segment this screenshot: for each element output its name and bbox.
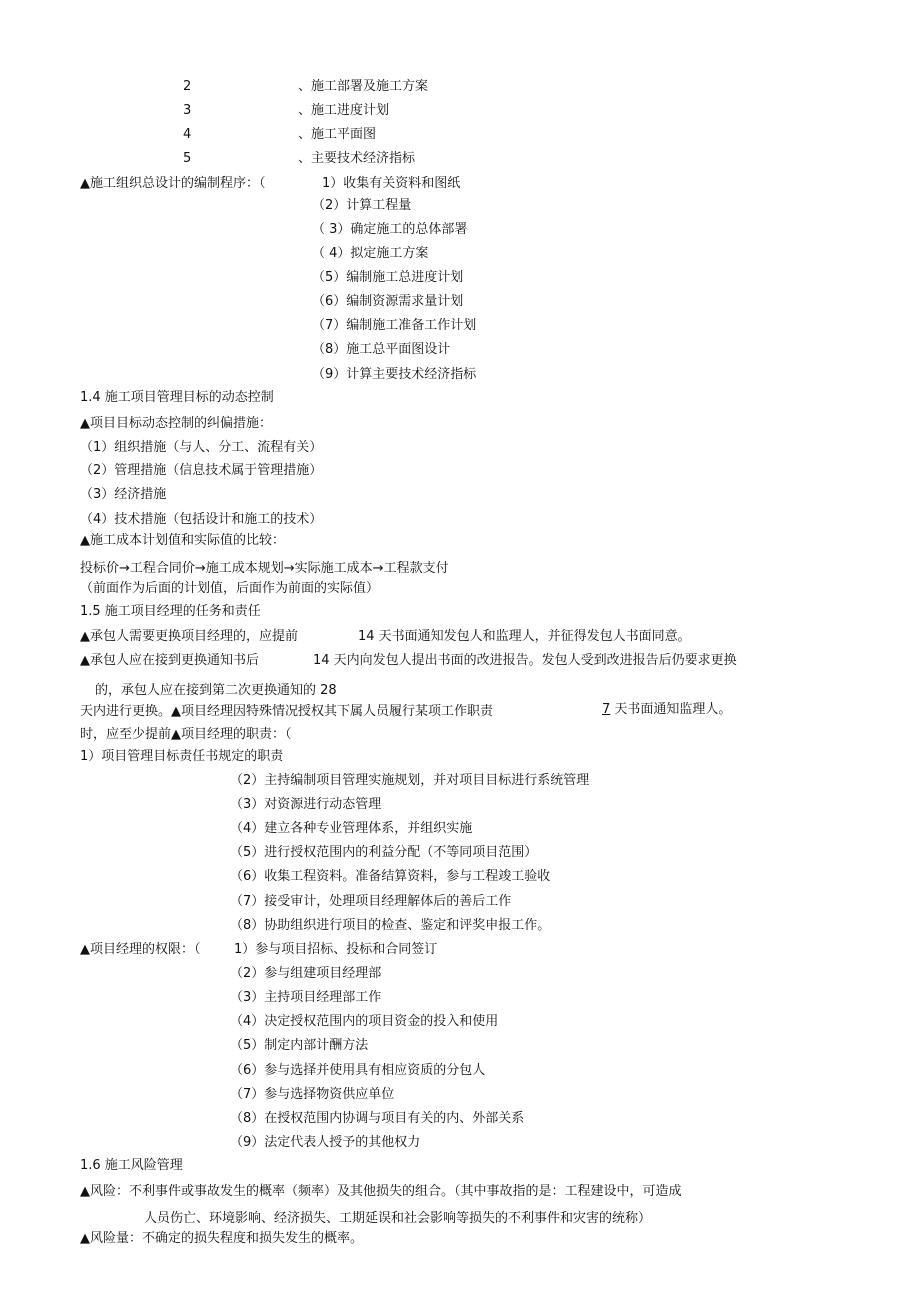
list-text: 、施工平面图 xyxy=(298,127,377,142)
duty-item: （3）对资源进行动态管理 xyxy=(230,797,382,812)
list-number: 5 xyxy=(183,151,192,166)
prep-step: （6）编制资源需求量计划 xyxy=(312,294,464,309)
section-title-1-6: 1.6 施工风险管理 xyxy=(80,1158,183,1173)
duty-item: （7）接受审计，处理项目经理解体后的善后工作 xyxy=(230,894,512,909)
list-number: 2 xyxy=(183,79,192,94)
paragraph-text: 人员伤亡、环境影响、经济损失、工期延误和社会影响等损失的不利事件和灾害的统称） xyxy=(144,1211,652,1226)
prep-step: （2）计算工程量 xyxy=(312,198,412,213)
paragraph-text: 14 天书面通知发包人和监理人，并征得发包人书面同意。 xyxy=(358,629,691,644)
power-item: 1）参与项目招标、投标和合同签订 xyxy=(234,942,438,957)
power-item: （4）决定授权范围内的项目资金的投入和使用 xyxy=(230,1014,499,1029)
prep-step: 1）收集有关资料和图纸 xyxy=(322,176,461,191)
paragraph-text: ▲风险量：不确定的损失程度和损失发生的概率。 xyxy=(80,1231,363,1246)
measures-heading: ▲项目目标动态控制的纠偏措施： xyxy=(80,416,272,431)
duty-item: （2）主持编制项目管理实施规划，并对项目目标进行系统管理 xyxy=(230,773,590,788)
measure-item: （1）组织措施（与人、分工、流程有关） xyxy=(80,440,323,455)
paragraph-text: ▲承包人应在接到更换通知书后 xyxy=(80,653,259,668)
list-text: 、施工进度计划 xyxy=(298,103,390,118)
duty-item: （6）收集工程资料。准备结算资料，参与工程竣工验收 xyxy=(230,869,551,884)
duty-item: （4）建立各种专业管理体系，并组织实施 xyxy=(230,821,473,836)
cost-note: （前面作为后面的计划值，后面作为前面的实际值） xyxy=(80,581,380,596)
list-text: 、主要技术经济指标 xyxy=(298,151,416,166)
power-item: （9）法定代表人授予的其他权力 xyxy=(230,1135,421,1150)
measure-item: （4）技术措施（包括设计和施工的技术） xyxy=(80,512,323,527)
measure-item: （3）经济措施 xyxy=(80,487,167,502)
paragraph-text: ▲承包人需要更换项目经理的，应提前 xyxy=(80,629,298,644)
prep-step: （ 4）拟定施工方案 xyxy=(312,246,429,261)
paragraph-text: ▲风险：不利事件或事故发生的概率（频率）及其他损失的组合。（其中事故指的是：工程建设中，可造成 xyxy=(80,1184,682,1199)
power-item: （2）参与组建项目经理部 xyxy=(230,966,382,981)
paragraph-text: 天内进行更换。▲项目经理因特殊情况授权其下属人员履行某项工作职责 xyxy=(80,704,493,719)
prep-heading: ▲施工组织总设计的编制程序：（ xyxy=(80,176,266,191)
prep-step: （8）施工总平面图设计 xyxy=(312,342,451,357)
cost-chain: 投标价→工程合同价→施工成本规划→实际施工成本→工程款支付 xyxy=(80,561,449,576)
prep-step: （5）编制施工总进度计划 xyxy=(312,270,464,285)
duty-item: 1）项目管理目标责任书规定的职责 xyxy=(80,749,284,764)
list-number: 3 xyxy=(183,103,192,118)
duty-item: （5）进行授权范围内的利益分配（不等同项目范围） xyxy=(230,845,538,860)
paragraph-text xyxy=(602,701,731,719)
power-item: （8）在授权范围内协调与项目有关的内、外部关系 xyxy=(230,1111,525,1126)
measure-item: （2）管理措施（信息技术属于管理措施） xyxy=(80,463,323,478)
cost-heading: ▲施工成本计划值和实际值的比较： xyxy=(80,533,285,548)
underlined-number: 7 xyxy=(602,702,611,717)
prep-step: （9）计算主要技术经济指标 xyxy=(312,367,477,382)
power-item: （6）参与选择并使用具有相应资质的分包人 xyxy=(230,1063,486,1078)
prep-step: （7）编制施工准备工作计划 xyxy=(312,318,477,333)
list-number: 4 xyxy=(183,127,192,142)
paragraph-text: 时，应至少提前▲项目经理的职责：（ xyxy=(80,727,292,742)
paragraph-text: 14 天内向发包人提出书面的改进报告。发包人受到改进报告后仍要求更换 xyxy=(313,653,737,668)
list-text: 、施工部署及施工方案 xyxy=(298,79,429,94)
section-title-1-5: 1.5 施工项目经理的任务和责任 xyxy=(80,604,261,619)
prep-step: （ 3）确定施工的总体部署 xyxy=(312,222,468,237)
duty-item: （8）协助组织进行项目的检查、鉴定和评奖申报工作。 xyxy=(230,918,551,933)
power-item: （3）主持项目经理部工作 xyxy=(230,990,382,1005)
paragraph-text: 的，承包人应在接到第二次更换通知的 28 xyxy=(95,683,337,698)
section-title-1-4: 1.4 施工项目管理目标的动态控制 xyxy=(80,390,274,405)
powers-heading: ▲项目经理的权限：（ xyxy=(80,942,201,957)
power-item: （7）参与选择物资供应单位 xyxy=(230,1087,395,1102)
paragraph-text: 天书面通知监理人。 xyxy=(610,702,732,717)
power-item: （5）制定内部计酬方法 xyxy=(230,1038,369,1053)
